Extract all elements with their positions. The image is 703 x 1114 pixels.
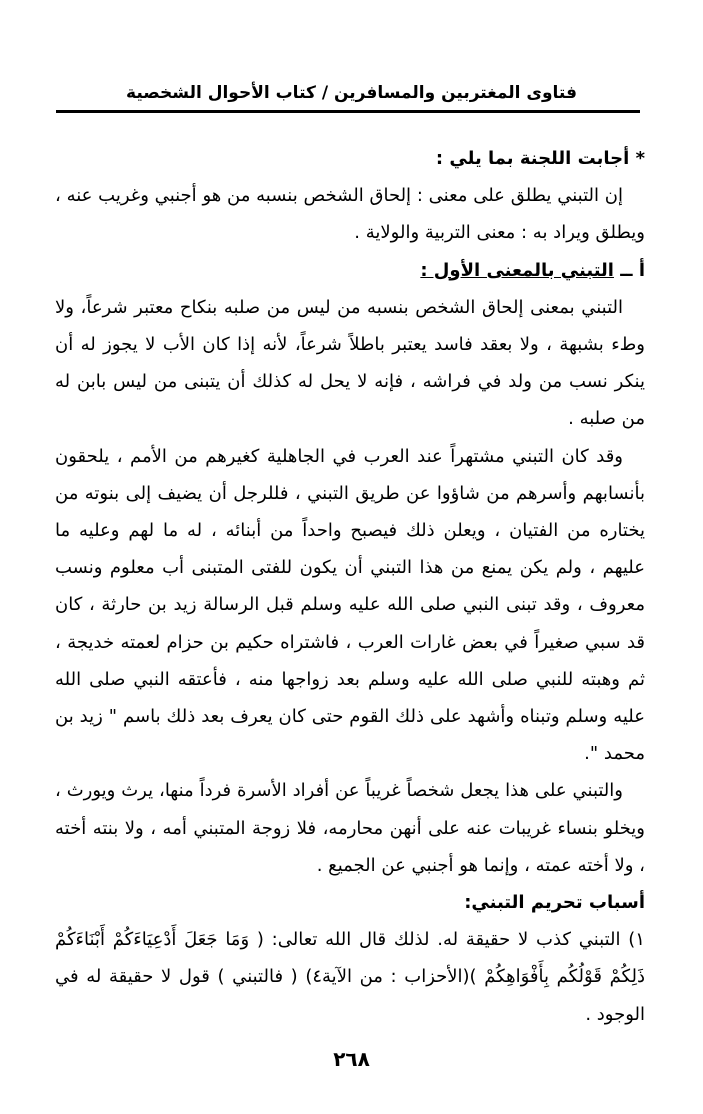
reason-1-number: ١) [628,929,645,951]
first-meaning-heading-line [55,252,645,289]
reasons-heading: أسباب تحريم التبني: [464,892,645,914]
first-meaning-heading: التبني بالمعنى الأول : [420,259,614,281]
paragraph-1: التبني بمعنى إلحاق الشخص بنسبه من ليس من صلبه بنكاح معتبر شرعاً، ولا وطء بشبهة ، ولا بعقد فاسد يعتبر باطلاً شرعاً، لأنه إذا كان الأب لا يجوز له أن ينكر نسب من ولد في فراشه ، فإنه لا يحل له كذلك أن يتبنى من ليس بابن له من صلبه . [55,296,645,430]
reason-1-text-a: التبني كذب لا حقيقة له. لذلك قال الله تعالى: ( [256,929,621,951]
page-number: ٢٦٨ [333,1047,370,1071]
first-meaning-prefix: أ ــ [620,259,645,281]
reason-1 [55,921,645,1033]
paragraph-3: والتبني على هذا يجعل شخصاً غريباً عن أفراد الأسرة فرداً منها، يرث ويورث ، ويخلو بنساء غريبات عنه على أنهن محارمه، فلا زوجة المتبني أمه ، ولا بنته أخته ، ولا أخته عمته ، وإنما هو أجنبي عن الجميع . [55,780,645,876]
answer-heading: * أجابت اللجنة بما يلي : [435,148,645,169]
body-text [55,140,645,1033]
header-divider [56,110,640,113]
quran-verse: وَمَا جَعَلَ أَدْعِيَاءَكُمْ أَبْنَاءَكُمْ ذَلِكُمْ قَوْلُكُم بِأَفْوَاهِكُمْ [55,929,645,988]
intro-paragraph: إن التبني يطلق على معنى : إلحاق الشخص بنسبه من هو أجنبي وغريب عنه ، ويطلق ويراد به : معنى التربية والولاية . [55,185,645,244]
paragraph-2: وقد كان التبني مشتهراً عند العرب في الجاهلية كغيرهم من الأمم ، يلحقون بأنسابهم وأسرهم من شاؤوا عن طريق التبني ، فللرجل أن يضيف إلى بنوته من يختاره من الفتيان ، ويعلن ذلك فيصبح واحداً من أبنائه ، له ما لهم وعليه ما عليهم ، ولم يكن يمنع من هذا التبني أن يكون للفتى المتبنى أب معلوم ونسب معروف ، وقد تبنى النبي صلى الله عليه وسلم قبل الرسالة زيد بن حارثة ، كان قد سبي صغيراً في بعض غارات العرب ، فاشتراه حكيم بن حزام لعمته خديجة ، ثم وهبته للنبي صلى الله عليه وسلم بعد زواجها منه ، فأعتقه النبي صلى الله عليه وسلم وتبناه وأشهد على ذلك القوم حتى كان يعرف بعد ذلك باسم " زيد بن محمد ". [55,445,645,765]
running-header: فتاوى المغتربين والمسافرين / كتاب الأحوال الشخصية [126,83,577,103]
reason-1-text-b: )(الأحزاب : من الآية٤) ( فالتبني ) قول لا حقيقة له في الوجود . [55,966,645,1025]
